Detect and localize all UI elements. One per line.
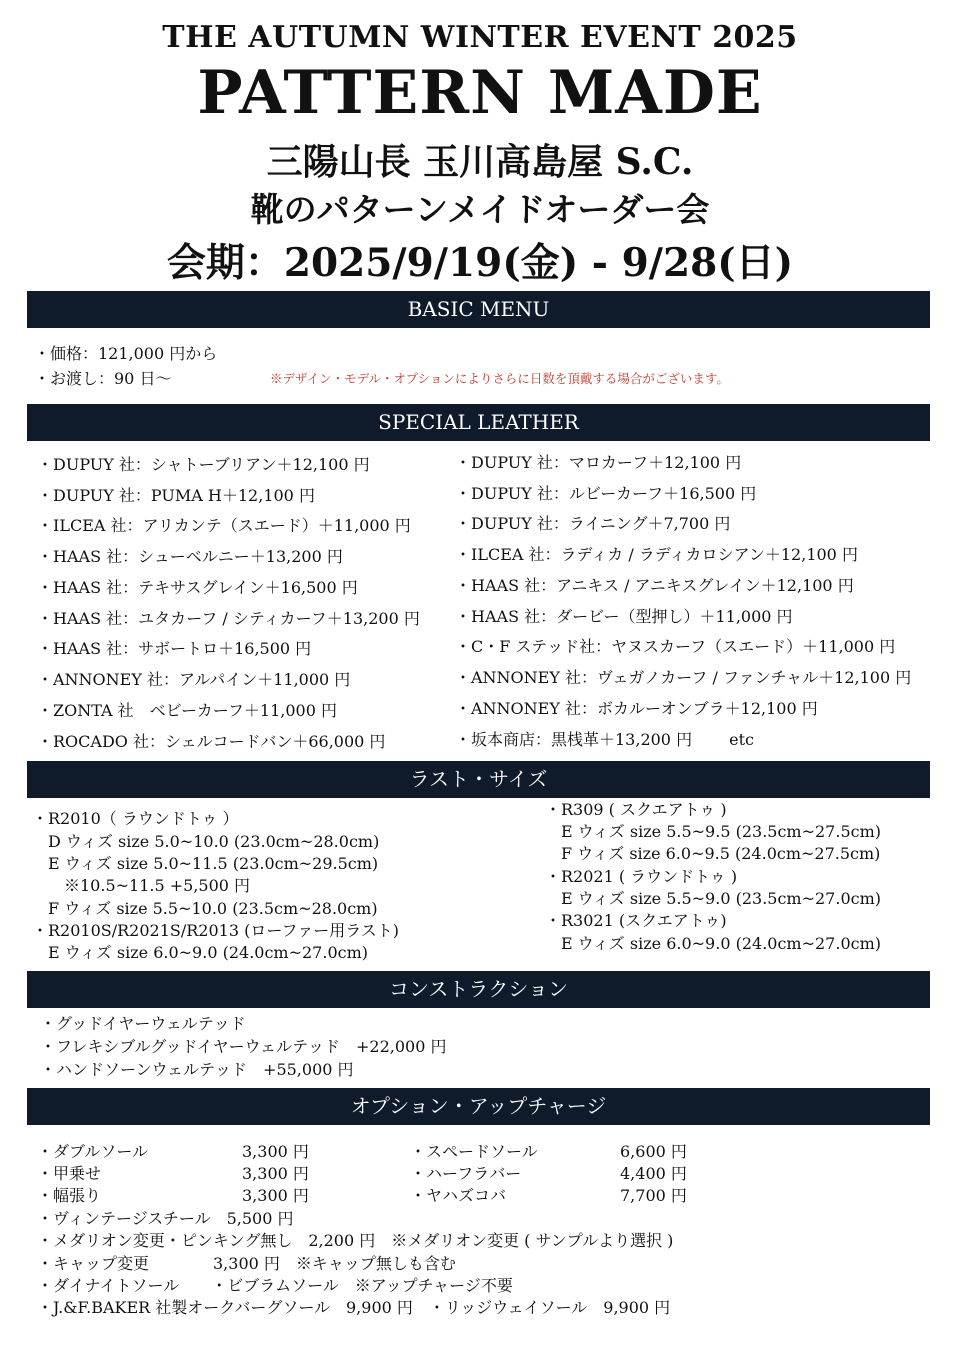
option-line: ・ヴィンテージスチール 5,500 円 bbox=[37, 1209, 294, 1228]
option-price: 4,400 円 bbox=[620, 1164, 687, 1183]
event-period: 会期：2025/9/19(金) - 9/28(日) bbox=[166, 240, 794, 286]
leather-right-item: ・C・F ステッド社：ヤヌスカーフ（スエード）＋11,000 円 bbox=[455, 637, 896, 656]
leather-right-item: ・DUPUY 社：ライニング＋7,700 円 bbox=[455, 514, 731, 533]
basic-note: ※デザイン・モデル・オプションによりさらに日数を頂戴する場合がございます。 bbox=[270, 371, 729, 386]
last-right-line: E ウィズ size 6.0~9.0 (24.0cm~27.0cm) bbox=[545, 934, 881, 953]
construction-item: ・ハンドソーンウェルテッド +55,000 円 bbox=[40, 1060, 354, 1079]
leather-right-item: ・坂本商店：黒桟革＋13,200 円 etc bbox=[455, 730, 755, 749]
leather-left-item: ・DUPUY 社：PUMA H＋12,100 円 bbox=[37, 486, 315, 505]
leather-right-item: ・HAAS 社：アニキス / アニキスグレイン＋12,100 円 bbox=[455, 576, 854, 595]
basic-delivery: ・お渡し：90 日〜 bbox=[34, 369, 172, 388]
leather-right-item: ・DUPUY 社：マロカーフ＋12,100 円 bbox=[455, 453, 742, 472]
last-right-line: ・R2021 ( ラウンドトゥ ) bbox=[545, 867, 738, 886]
last-left-line: ※10.5~11.5 +5,500 円 bbox=[32, 876, 251, 895]
last-right-line: ・R309 ( スクエアトゥ ) bbox=[545, 800, 727, 819]
section-construction: コンストラクション bbox=[27, 971, 930, 1008]
leather-left-item: ・HAAS 社：ユタカーフ / シティカーフ＋13,200 円 bbox=[37, 609, 420, 628]
option-name: ・スペードソール bbox=[410, 1142, 538, 1161]
option-price: 3,300 円 bbox=[242, 1164, 309, 1183]
leather-right-item: ・ILCEA 社：ラディカ / ラディカロシアン＋12,100 円 bbox=[455, 545, 858, 564]
leather-left-item: ・ANNONEY 社：アルパイン＋11,000 円 bbox=[37, 670, 351, 689]
option-line: ・J.&F.BAKER 社製オークバーグソール 9,900 円 ・リッジウェイソール 9,900 円 bbox=[37, 1298, 671, 1317]
leather-left-item: ・ROCADO 社：シェルコードバン＋66,000 円 bbox=[37, 732, 386, 751]
option-name: ・ヤハズコバ bbox=[410, 1186, 507, 1205]
section-special-leather: SPECIAL LEATHER bbox=[27, 404, 930, 441]
leather-right-item: ・ANNONEY 社：ヴェガノカーフ / ファンチャル＋12,100 円 bbox=[455, 668, 912, 687]
option-price: 3,300 円 bbox=[242, 1186, 309, 1205]
leather-right-item: ・HAAS 社：ダービー（型押し）＋11,000 円 bbox=[455, 607, 793, 626]
last-right-line: E ウィズ size 5.5~9.0 (23.5cm~27.0cm) bbox=[545, 889, 881, 908]
leather-left-item: ・HAAS 社：サボートロ＋16,500 円 bbox=[37, 639, 312, 658]
last-right-line: ・R3021 (スクエアトゥ) bbox=[545, 911, 727, 930]
last-left-line: E ウィズ size 5.0~11.5 (23.0cm~29.5cm) bbox=[32, 854, 379, 873]
event-description: 靴のパターンメイドオーダー会 bbox=[250, 190, 710, 229]
basic-price: ・価格：121,000 円から bbox=[34, 344, 218, 363]
last-left-line: E ウィズ size 6.0~9.0 (24.0cm~27.0cm) bbox=[32, 943, 368, 962]
last-left-line: ・R2010S/R2021S/R2013 (ローファー用ラスト) bbox=[32, 921, 399, 940]
store-name: 三陽山長 玉川高島屋 S.C. bbox=[266, 141, 694, 183]
leather-left-item: ・ZONTA 社 ベビーカーフ＋11,000 円 bbox=[37, 701, 337, 720]
option-name: ・幅張り bbox=[37, 1186, 102, 1205]
leather-left-item: ・DUPUY 社：シャトーブリアン＋12,100 円 bbox=[37, 455, 370, 474]
last-left-line: ・R2010（ ラウンドトゥ ） bbox=[32, 809, 239, 828]
event-title: PATTERN MADE bbox=[197, 58, 763, 128]
last-left-line: D ウィズ size 5.0~10.0 (23.0cm~28.0cm) bbox=[32, 832, 380, 851]
leather-right-item: ・ANNONEY 社：ボカルーオンブラ＋12,100 円 bbox=[455, 699, 818, 718]
last-right-line: E ウィズ size 5.5~9.5 (23.5cm~27.5cm) bbox=[545, 822, 881, 841]
option-line: ・ダイナイトソール ・ビブラムソール ※アップチャージ不要 bbox=[37, 1276, 513, 1295]
leather-left-item: ・HAAS 社：テキサスグレイン＋16,500 円 bbox=[37, 578, 358, 597]
section-last-size: ラスト・サイズ bbox=[27, 761, 930, 798]
option-price: 3,300 円 bbox=[242, 1142, 309, 1161]
last-left-line: F ウィズ size 5.5~10.0 (23.5cm~28.0cm) bbox=[32, 899, 378, 918]
last-right-line: F ウィズ size 6.0~9.5 (24.0cm~27.5cm) bbox=[545, 844, 881, 863]
option-line: ・メダリオン変更・ピンキング無し 2,200 円 ※メダリオン変更 ( サンプルより選択 ) bbox=[37, 1231, 674, 1250]
option-line: ・キャップ変更 3,300 円 ※キャップ無しも含む bbox=[37, 1254, 456, 1273]
leather-right-item: ・DUPUY 社：ルビーカーフ＋16,500 円 bbox=[455, 484, 757, 503]
option-price: 7,700 円 bbox=[620, 1186, 687, 1205]
section-options: オプション・アップチャージ bbox=[27, 1088, 930, 1125]
option-name: ・ダブルソール bbox=[37, 1142, 149, 1161]
option-price: 6,600 円 bbox=[620, 1142, 687, 1161]
construction-item: ・グッドイヤーウェルテッド bbox=[40, 1014, 246, 1033]
construction-item: ・フレキシブルグッドイヤーウェルテッド +22,000 円 bbox=[40, 1037, 447, 1056]
option-name: ・甲乗せ bbox=[37, 1164, 102, 1183]
leather-left-item: ・ILCEA 社：アリカンテ（スエード）＋11,000 円 bbox=[37, 516, 411, 535]
section-basic-menu: BASIC MENU bbox=[27, 291, 930, 328]
option-name: ・ハーフラバー bbox=[410, 1164, 522, 1183]
leather-left-item: ・HAAS 社：シューベルニー＋13,200 円 bbox=[37, 547, 343, 566]
event-subtitle: THE AUTUMN WINTER EVENT 2025 bbox=[162, 20, 798, 55]
